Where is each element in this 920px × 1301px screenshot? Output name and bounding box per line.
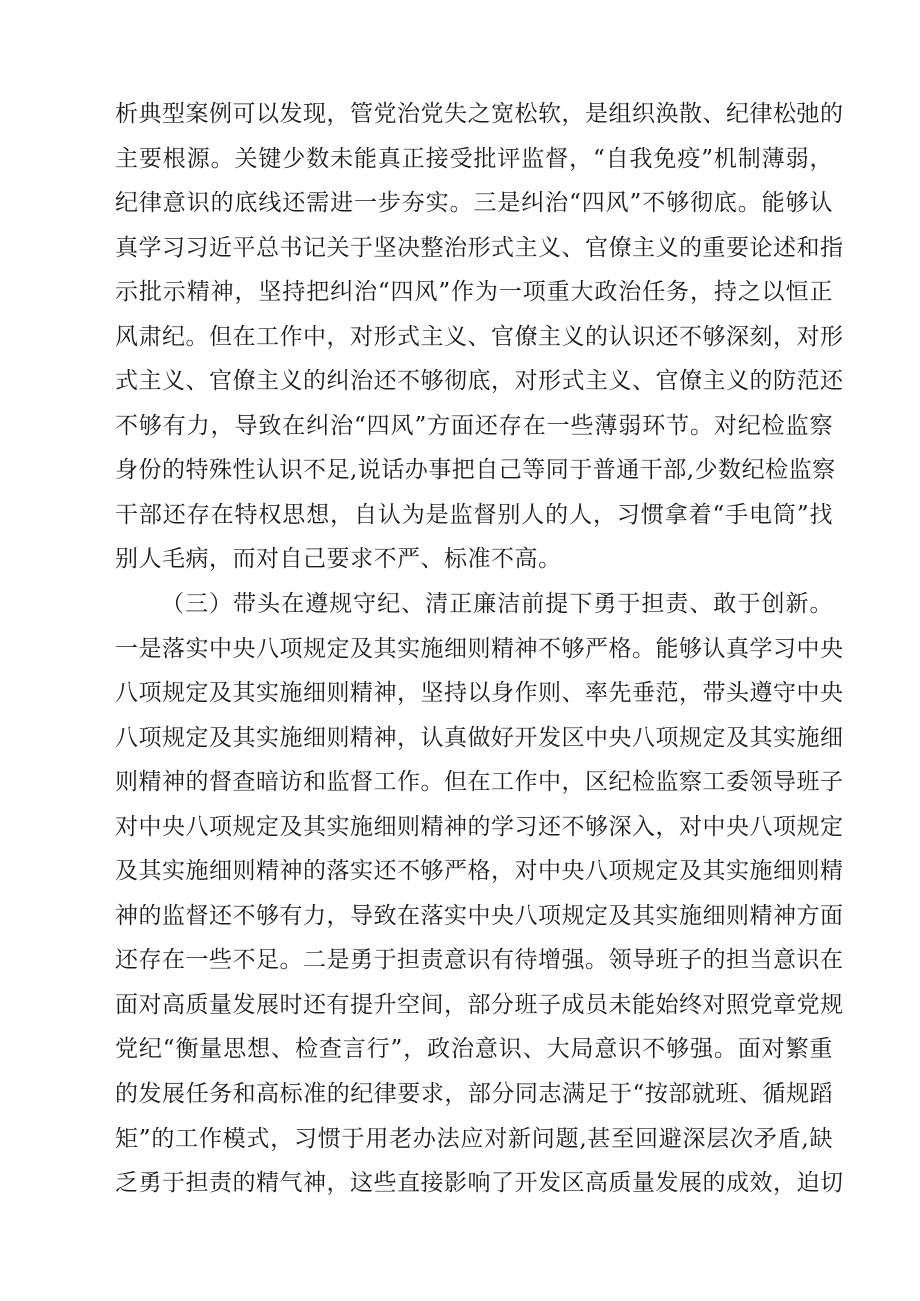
text-line: 及其实施细则精神的落实还不够严格，对中央八项规定及其实施细则精 <box>115 858 844 885</box>
text-line: 八项规定及其实施细则精神，坚持以身作则、率先垂范，带头遵守中央 <box>115 680 844 707</box>
text-line: 析典型案例可以发现，管党治党失之宽松软，是组织涣散、纪律松弛的 <box>115 101 844 127</box>
text-line: 干部还存在特权思想，自认为是监督别人的人，习惯拿着“手电筒”找 <box>115 501 833 528</box>
text-line: 示批示精神，坚持把纠治“四风”作为一项重大政治任务，持之以恒正 <box>115 279 833 306</box>
text-line: 神的监督还不够有力，导致在落实中央八项规定及其实施细则精神方面 <box>115 902 844 929</box>
text-line: 乏勇于担责的精气神，这些直接影响了开发区高质量发展的成效，迫切 <box>115 1170 844 1197</box>
text-line: 一是落实中央八项规定及其实施细则精神不够严格。能够认真学习中央 <box>115 635 844 662</box>
paragraph-end-line: 别人毛病，而对自己要求不严、标准不高。 <box>115 546 562 573</box>
text-line: 真学习习近平总书记关于坚决整治形式主义、官僚主义的重要论述和指 <box>115 234 844 261</box>
text-line: 风肃纪。但在工作中，对形式主义、官僚主义的认识还不够深刻，对形 <box>115 323 844 350</box>
text-line: 面对高质量发展时还有提升空间，部分班子成员未能始终对照党章党规 <box>115 991 844 1018</box>
text-line: 矩”的工作模式，习惯于用老办法应对新问题,甚至回避深层次矛盾,缺 <box>115 1125 833 1152</box>
text-line: 式主义、官僚主义的纠治还不够彻底，对形式主义、官僚主义的防范还 <box>115 368 844 395</box>
text-line: 主要根源。关键少数未能真正接受批评监督，“自我免疫”机制薄弱， <box>115 145 833 172</box>
text-line: 则精神的督查暗访和监督工作。但在工作中，区纪检监察工委领导班子 <box>115 769 844 796</box>
text-line: 党纪“衡量思想、检查言行”，政治意识、大局意识不够强。面对繁重 <box>115 1036 833 1063</box>
section-heading: （三）带头在遵规守纪、清正廉洁前提下勇于担责、敢于创新。 <box>161 591 833 618</box>
text-line: 身份的特殊性认识不足,说话办事把自己等同于普通干部,少数纪检监察 <box>115 457 836 484</box>
text-line: 不够有力，导致在纠治“四风”方面还存在一些薄弱环节。对纪检监察 <box>115 412 833 439</box>
text-line: 对中央八项规定及其实施细则精神的学习还不够深入，对中央八项规定 <box>115 813 844 840</box>
text-line: 的发展任务和高标准的纪律要求，部分同志满足于“按部就班、循规蹈 <box>115 1081 833 1108</box>
document-body <box>115 92 844 1206</box>
text-line: 八项规定及其实施细则精神，认真做好开发区中央八项规定及其实施细 <box>115 724 844 751</box>
text-line: 还存在一些不足。二是勇于担责意识有待增强。领导班子的担当意识在 <box>115 947 844 974</box>
text-line: 纪律意识的底线还需进一步夯实。三是纠治“四风”不够彻底。能够认 <box>115 190 833 217</box>
